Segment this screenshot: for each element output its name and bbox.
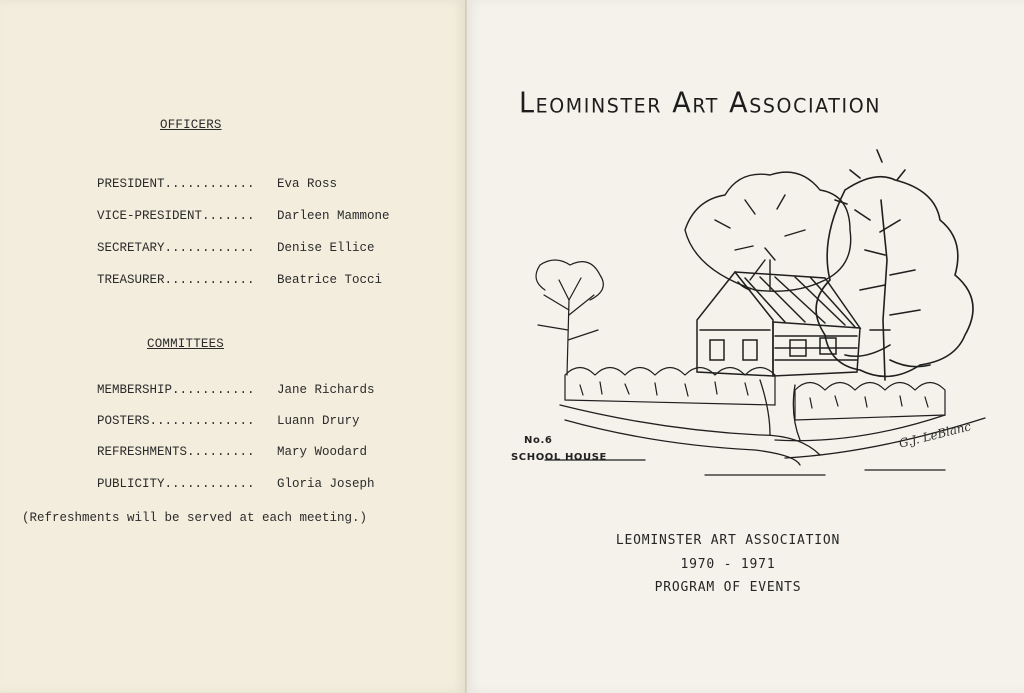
committee-title: MEMBERSHIP...........: [97, 383, 255, 397]
officer-name: Beatrice Tocci: [277, 273, 383, 287]
refreshments-note: (Refreshments will be served at each meeting.): [22, 511, 368, 525]
committee-title: REFRESHMENTS.........: [97, 445, 255, 459]
committee-title: PUBLICITY............: [97, 477, 255, 491]
tall-tree-icon: [816, 150, 973, 380]
officer-name: Eva Ross: [277, 177, 338, 191]
footer-program-label: PROGRAM OF EVENTS: [654, 580, 802, 595]
illustration-caption-number: No.6: [524, 435, 553, 446]
officers-heading: OFFICERS: [160, 118, 222, 132]
committees-heading: COMMITTEES: [147, 337, 225, 351]
officer-row-treasurer: [67, 259, 382, 301]
committee-title: POSTERS..............: [97, 414, 255, 428]
officer-name: Darleen Mammone: [277, 209, 390, 223]
officer-title: SECRETARY............: [97, 241, 255, 255]
committee-chair: Gloria Joseph: [277, 477, 375, 491]
committee-chair: Luann Drury: [277, 414, 360, 428]
officer-title: VICE-PRESIDENT.......: [97, 209, 255, 223]
footer-association-name: LEOMINSTER ART ASSOCIATION: [615, 533, 841, 548]
officer-title: PRESIDENT............: [97, 177, 255, 191]
officer-name: Denise Ellice: [277, 241, 375, 255]
committee-row-publicity: [67, 463, 375, 505]
officer-title: TREASURER............: [97, 273, 255, 287]
schoolhouse-icon: [697, 272, 860, 376]
small-tree-icon: [536, 260, 603, 375]
illustration-caption-title: SCHOOL HOUSE: [511, 452, 607, 463]
footer-season: 1970 - 1971: [680, 557, 776, 572]
committee-chair: Jane Richards: [277, 383, 375, 397]
artist-signature: G.J. LeBlanc: [897, 419, 973, 451]
ground-lines: [545, 380, 985, 475]
cover-title: Leominster Art Association: [519, 87, 882, 120]
left-page: [0, 0, 466, 693]
committee-chair: Mary Woodard: [277, 445, 368, 459]
oak-tree-icon: [685, 172, 851, 291]
